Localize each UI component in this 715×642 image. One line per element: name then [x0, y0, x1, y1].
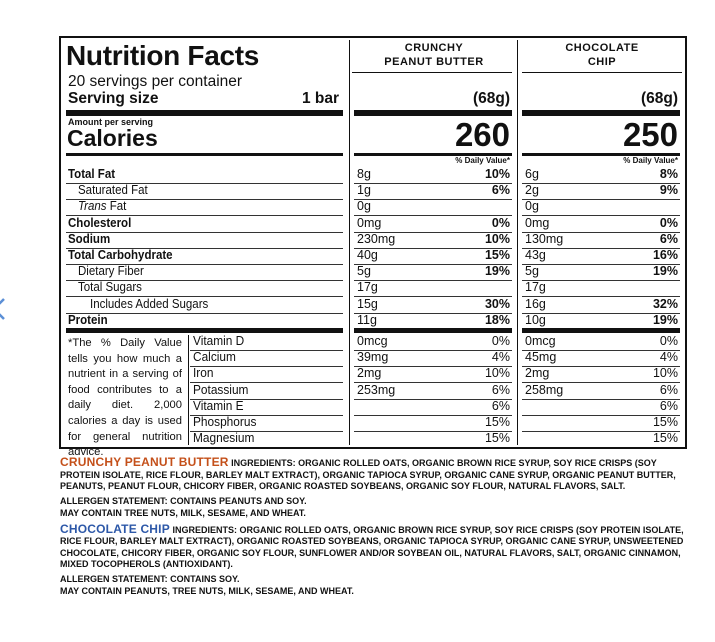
may-contain-cc: MAY CONTAIN PEANUTS, TREE NUTS, MILK, SESAME, AND WHEAT. [60, 586, 354, 596]
micro-dv-pb: 6% [491, 382, 510, 397]
micro-dv-pb: 4% [491, 350, 510, 365]
nutrient-label: Total Carbohydrate [68, 248, 173, 262]
nutrient-amount-pb: 11g [357, 312, 377, 327]
nutrient-dv-pb: 30% [484, 296, 510, 311]
nutrient-dv-cc: 32% [652, 296, 678, 311]
medium-divider [66, 153, 343, 156]
nutrient-amount-cc: 17g [525, 280, 546, 295]
ingredients-text-cc: INGREDIENTS: ORGANIC ROLLED OATS, ORGANIC BROWN RICE SYRUP, SOY RICE CRISPS (SOY PROTEIN ISOLATE, RICE FLOUR, BARLEY MALT EXTRACT), ORGANIC ROASTED SOYBEANS, ORGANIC TAPIOCA SYRUP, ORGANIC CANE SYRUP, UNSWEETENED CHOCOLATE, CHICORY FIBER, ORGANIC SOY FLOUR, SUNFLOWER AND/OR SOYBEAN OIL, NATURAL FLAVORS, SALT, ORGANIC CINNAMON, MIXED TOCOPHEROLS (ANTIOXIDANT). [60, 524, 684, 569]
nutrient-amount-pb: 5g [357, 264, 371, 279]
nutrient-amount-pb: 1g [357, 183, 371, 198]
calories-cc: 250 [622, 116, 678, 153]
chevron-left-icon [0, 293, 12, 325]
nutrient-label: Total Sugars [78, 280, 142, 295]
micro-amount-cc: 0mcg [525, 334, 556, 348]
nutrient-label: Cholesterol [68, 215, 132, 230]
micro-label: Calcium [193, 350, 236, 365]
nutrient-amount-pb: 15g [357, 296, 378, 311]
micro-amount-pb: 2mg [357, 366, 382, 381]
micro-dv-cc: 4% [659, 350, 678, 365]
nutrient-dv-cc: 8% [659, 167, 678, 181]
dv-header-cc: % Daily Value* [623, 156, 678, 165]
serving-size-value: 1 bar [302, 90, 340, 107]
micro-label: Potassium [193, 382, 249, 397]
nutrient-dv-cc: 0% [659, 215, 678, 230]
nutrient-dv-pb: 6% [491, 183, 510, 198]
nutrient-amount-pb: 8g [357, 167, 371, 181]
nutrient-dv-cc: 16% [652, 248, 678, 262]
nutrient-amount-cc: 10g [525, 312, 546, 327]
micro-dv-cc: 6% [659, 398, 678, 413]
nutrient-amount-cc: 0mg [525, 215, 550, 230]
micro-dv-pb: 15% [484, 431, 510, 446]
ingredients-section [60, 457, 690, 598]
calories-label: Calories [67, 125, 158, 151]
nutrient-label: Trans Fat [78, 199, 127, 214]
nutrient-amount-pb: 40g [357, 248, 378, 262]
nutrient-label: Saturated Fat [78, 183, 148, 198]
micro-amount-cc: 45mg [525, 350, 557, 365]
nutrient-label: Protein [68, 312, 108, 327]
nutrient-label: Total Fat [68, 167, 116, 181]
nutrient-amount-cc: 0g [525, 199, 539, 214]
calories-pb: 260 [454, 116, 510, 153]
nutrient-amount-pb: 0mg [357, 215, 382, 230]
allergen-statement-cc: ALLERGEN STATEMENT: CONTAINS SOY. [60, 573, 240, 584]
nutrient-label: Includes Added Sugars [90, 296, 209, 311]
micro-amount-cc: 258mg [525, 382, 564, 397]
micro-amount-pb: 0mcg [357, 334, 388, 348]
micro-dv-cc: 6% [659, 382, 678, 397]
ingredients-cc [60, 521, 690, 571]
nutrient-dv-pb: 10% [484, 231, 510, 246]
nutrient-amount-cc: 5g [525, 264, 539, 279]
nutrient-dv-pb: 19% [484, 264, 510, 279]
micro-dv-cc: 15% [652, 415, 678, 429]
label-title: Nutrition Facts [66, 40, 260, 71]
column-header-pb-line1: CRUNCHY [404, 42, 464, 54]
micro-dv-pb: 10% [484, 366, 510, 381]
dv-header-pb: % Daily Value* [455, 156, 510, 165]
ingredients-pb [60, 457, 690, 493]
row-divider [354, 199, 512, 200]
nutrient-dv-pb: 18% [484, 312, 510, 327]
nutrient-dv-cc: 9% [659, 183, 678, 198]
column-divider [349, 40, 350, 445]
daily-value-footnote: *The % Daily Value tells you how much a nutrient in a serving of food contributes to a daily diet. 2,000 calories a day is used for general nutrition advice. [68, 337, 182, 459]
row-divider [522, 199, 680, 200]
micro-dv-cc: 10% [652, 366, 678, 381]
serving-weight-cc: (68g) [640, 90, 678, 107]
thick-divider [522, 328, 680, 333]
micro-label: Magnesium [193, 431, 255, 446]
nutrient-amount-cc: 16g [525, 296, 546, 311]
micro-amount-pb: 39mg [357, 350, 389, 365]
micro-dv-pb: 6% [491, 398, 510, 413]
column-divider [517, 40, 518, 445]
column-header-cc-line2: CHIP [587, 56, 617, 68]
allergen-statement-pb: ALLERGEN STATEMENT: CONTAINS PEANUTS AND SOY. [60, 495, 307, 506]
micro-dv-pb: 0% [491, 334, 510, 348]
nutrient-dv-pb: 15% [484, 248, 510, 262]
micro-label: Phosphorus [193, 415, 257, 429]
nutrient-dv-pb: 10% [484, 167, 510, 181]
nutrient-amount-cc: 2g [525, 183, 539, 198]
thick-divider [66, 110, 343, 116]
divider [522, 72, 682, 73]
nutrient-amount-cc: 130mg [525, 231, 564, 246]
servings-per-container: 20 servings per container [68, 73, 243, 90]
nutrient-amount-pb: 0g [357, 199, 371, 214]
footnote-divider [188, 335, 189, 445]
ingredients-heading-pb: CRUNCHY PEANUT BUTTER [60, 455, 229, 469]
ingredients-heading-cc: CHOCOLATE CHIP [60, 521, 170, 536]
carousel-prev-button[interactable] [0, 293, 12, 325]
micro-label: Vitamin D [193, 334, 245, 348]
nutrient-amount-cc: 6g [525, 167, 539, 181]
nutrient-dv-pb: 0% [491, 215, 510, 230]
nutrient-amount-cc: 43g [525, 248, 546, 262]
column-header-cc-line1: CHOCOLATE [565, 42, 639, 54]
divider [352, 72, 512, 73]
micro-label: Vitamin E [193, 398, 244, 413]
nutrient-amount-pb: 230mg [357, 231, 396, 246]
serving-size-label: Serving size [68, 90, 159, 107]
ingredients-text-pb: INGREDIENTS: ORGANIC ROLLED OATS, ORGANIC BROWN RICE SYRUP, SOY RICE CRISPS (SOY PROTEIN ISOLATE, RICE FLOUR, BARLEY MALT EXTRACT), ORGANIC TAPIOCA SYRUP, ORGANIC CANE SYRUP, ORGANIC PEANUT BUTTER, PEANUTS, PEANUT FLOUR, CHICORY FIBER, ORGANIC ROASTED SOYBEANS, ORGANIC SOY FLOUR, NATURAL FLAVORS, SALT. [60, 458, 676, 491]
nutrient-amount-pb: 17g [357, 280, 378, 295]
micro-dv-pb: 15% [484, 415, 510, 429]
amount-per-serving: Amount per serving [68, 117, 154, 127]
micro-dv-cc: 15% [652, 431, 678, 446]
column-header-pb-line2: PEANUT BUTTER [384, 56, 484, 68]
micro-dv-cc: 0% [659, 334, 678, 348]
serving-weight-pb: (68g) [472, 90, 510, 107]
may-contain-pb: MAY CONTAIN TREE NUTS, MILK, SESAME, AND WHEAT. [60, 508, 306, 518]
nutrient-dv-cc: 19% [652, 312, 678, 327]
micro-amount-cc: 2mg [525, 366, 550, 381]
thick-divider [354, 328, 512, 333]
micro-label: Iron [193, 366, 214, 381]
thick-divider [66, 328, 343, 333]
nutrient-label: Sodium [68, 231, 111, 246]
nutrient-dv-cc: 19% [652, 264, 678, 279]
nutrient-label: Dietary Fiber [78, 264, 144, 279]
nutrient-dv-cc: 6% [659, 231, 678, 246]
micro-amount-pb: 253mg [357, 382, 396, 397]
